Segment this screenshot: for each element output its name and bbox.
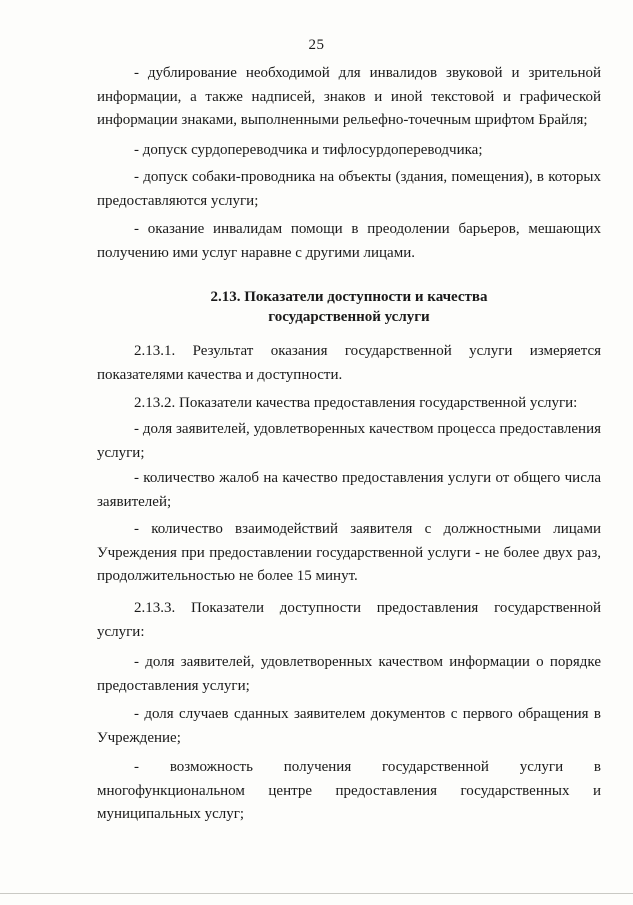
paragraph-quality-share: - доля заявителей, удовлетворенных качеством процесса предоставления услуги;	[97, 421, 601, 461]
paragraph-info-quality: - доля заявителей, удовлетворенных качеством информации о порядке предоставления услуги;	[97, 654, 601, 694]
paragraph-guide-dog: - допуск собаки-проводника на объекты (здания, помещения), в которых предоставляются услуги;	[97, 169, 601, 209]
section-heading	[97, 287, 601, 327]
paragraph-2-13-1: 2.13.1. Результат оказания государственной услуги измеряется показателями качества и доступности.	[97, 343, 601, 383]
scan-edge-line	[0, 893, 633, 894]
paragraph-interactions: - количество взаимодействий заявителя с должностными лицами Учреждения при предоставлении государственной услуги - не более двух раз, продолжительностью не более 15 минут.	[97, 521, 601, 584]
paragraph-2-13-2: 2.13.2. Показатели качества предоставления государственной услуги:	[134, 395, 578, 411]
paragraph-first-submission: - доля случаев сданных заявителем документов с первого обращения в Учреждение;	[97, 706, 601, 746]
paragraph-sign-interpreter: - допуск сурдопереводчика и тифлосурдопереводчика;	[134, 142, 483, 158]
paragraph-complaints: - количество жалоб на качество предоставления услуги от общего числа заявителей;	[97, 470, 601, 510]
section-title-line-2: государственной услуги	[268, 309, 430, 325]
section-title-line-1: 2.13. Показатели доступности и качества	[210, 289, 488, 305]
paragraph-barrier-help: - оказание инвалидам помощи в преодолении барьеров, мешающих получению ими услуг наравне с другими лицами.	[97, 221, 601, 261]
paragraph-2-13-3: 2.13.3. Показатели доступности предоставления государственной услуги:	[97, 600, 601, 640]
paragraph-mfc: - возможность получения государственной услуги в многофункциональном центре предоставления государственных и муниципальных услуг;	[97, 759, 601, 822]
page-number: 25	[308, 37, 325, 53]
paragraph-braille: - дублирование необходимой для инвалидов звуковой и зрительной информации, а также надписей, знаков и иной текстовой и графической информации знаками, выполненными рельефно-точечным шрифтом Брайля;	[97, 65, 601, 128]
